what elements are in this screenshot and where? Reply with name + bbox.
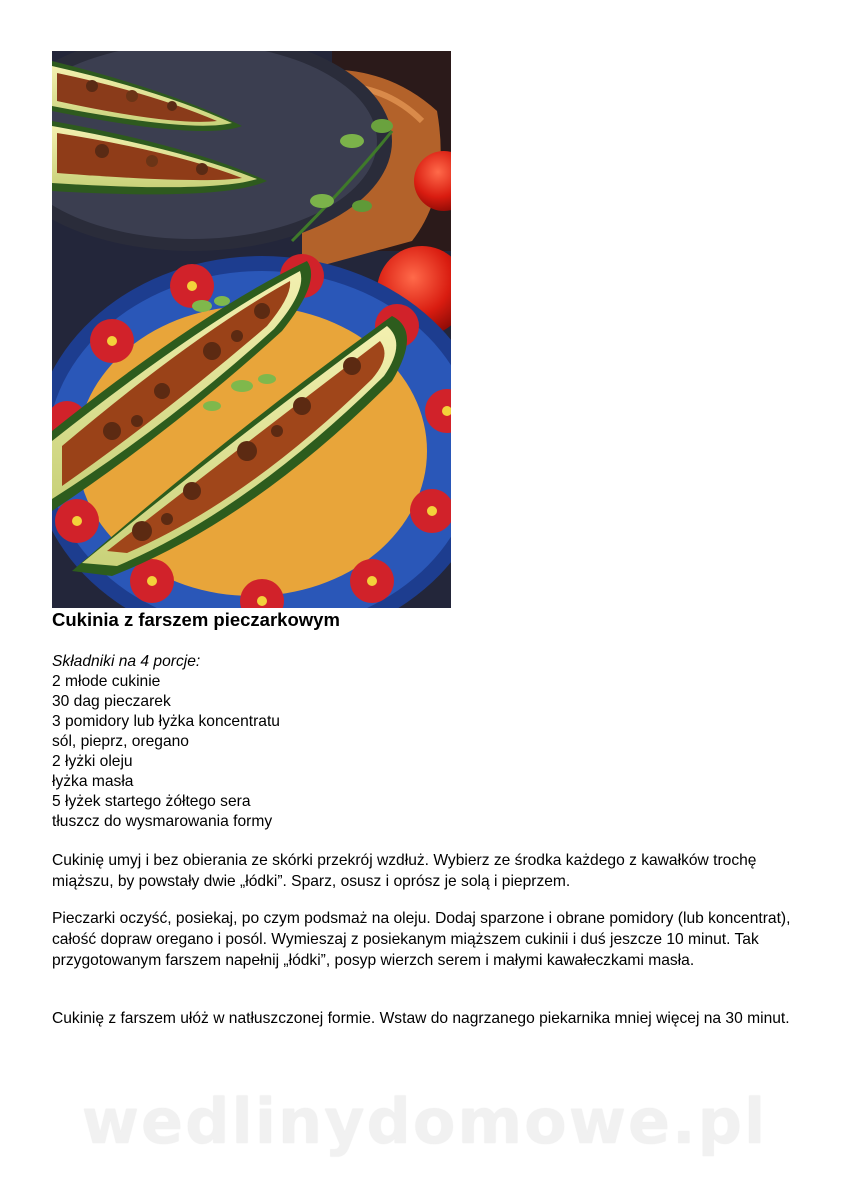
instruction-step-1: Cukinię umyj i bez obierania ze skórki przekrój wzdłuż. Wybierz ze środka każdego z kawałków trochę miąższu, by powstały dwie „łódki”. Sparz, osusz i oprósz je solą i pieprzem. bbox=[52, 852, 757, 890]
ingredient-item: sól, pieprz, oregano bbox=[52, 733, 189, 750]
ingredient-item: łyżka masła bbox=[52, 773, 134, 790]
ingredients-header: Składniki na 4 porcje: bbox=[52, 653, 201, 670]
recipe-title: Cukinia z farszem pieczarkowym bbox=[52, 609, 340, 630]
recipe-photo bbox=[52, 51, 451, 608]
ingredient-item: tłuszcz do wysmarowania formy bbox=[52, 813, 273, 830]
ingredient-item: 2 młode cukinie bbox=[52, 673, 161, 690]
instruction-step-2: Pieczarki oczyść, posiekaj, po czym podsmaż na oleju. Dodaj sparzone i obrane pomidory (lub koncentrat), całość dopraw oregano i posól. Wymieszaj z posiekanym miąższem cukinii i duś jeszcze 10 minut. Tak przygotowanym farszem napełnij „łódki”, posyp wierzch serem i małymi kawałeczkami masła. bbox=[52, 910, 791, 969]
ingredient-item: 2 łyżki oleju bbox=[52, 753, 133, 770]
ingredient-item: 5 łyżek startego żółtego sera bbox=[52, 793, 251, 810]
instruction-step-3: Cukinię z farszem ułóż w natłuszczonej formie. Wstaw do nagrzanego piekarnika mniej więcej na 30 minut. bbox=[52, 1010, 790, 1027]
ingredient-item: 3 pomidory lub łyżka koncentratu bbox=[52, 713, 280, 730]
watermark: wedlinydomowe.pl bbox=[81, 1085, 768, 1158]
ingredients-list bbox=[52, 652, 752, 832]
ingredient-item: 30 dag pieczarek bbox=[52, 693, 171, 710]
